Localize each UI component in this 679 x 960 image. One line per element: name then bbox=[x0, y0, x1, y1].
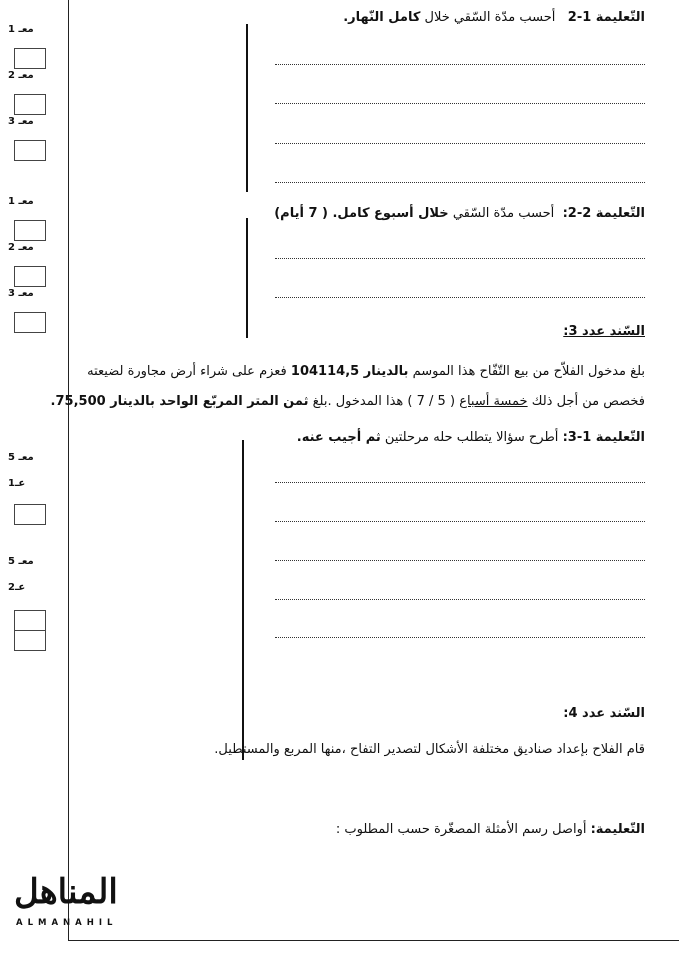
paragraph-text: بلغ مدخول الفلاّح من بيع التّفّاح هذا الموسم bbox=[412, 364, 645, 379]
task-4-instruction bbox=[336, 822, 645, 837]
criterion-label: معـ 5 bbox=[8, 556, 34, 567]
answer-area-divider bbox=[246, 24, 248, 192]
sanad-3-paragraph-line-1 bbox=[87, 364, 645, 379]
task-label: التّعليمة 1-3: bbox=[562, 430, 645, 445]
task-text: أحسب مدّة السّقي خلال bbox=[424, 10, 556, 25]
criterion-label: عـ2 bbox=[8, 582, 26, 593]
paragraph-text: فعزم على شراء أرض مجاورة لضيعته bbox=[87, 364, 287, 379]
grade-box[interactable] bbox=[14, 266, 46, 287]
paragraph-text-bold: بالدينار 104114,5 bbox=[290, 364, 409, 379]
task-text: أواصل رسم الأمثلة المصغّرة حسب المطلوب : bbox=[335, 822, 587, 837]
answer-line[interactable] bbox=[275, 482, 645, 483]
paragraph-text: فخصص من أجل ذلك bbox=[531, 394, 645, 409]
task-text: أحسب مدّة السّقي bbox=[452, 206, 555, 221]
sanad-3-paragraph-line-2 bbox=[51, 394, 645, 409]
grade-box[interactable] bbox=[14, 312, 46, 333]
answer-area-divider bbox=[246, 218, 248, 338]
criterion-label: معـ 3 bbox=[8, 116, 34, 127]
answer-line[interactable] bbox=[275, 143, 645, 144]
answer-line[interactable] bbox=[275, 637, 645, 638]
answer-line[interactable] bbox=[275, 521, 645, 522]
answer-line[interactable] bbox=[275, 297, 645, 298]
criterion-label: معـ 1 bbox=[8, 24, 34, 35]
grade-box[interactable] bbox=[14, 610, 46, 631]
grade-box[interactable] bbox=[14, 48, 46, 69]
almanahil-logo bbox=[6, 872, 146, 932]
answer-line[interactable] bbox=[275, 599, 645, 600]
criterion-label: عـ1 bbox=[8, 478, 26, 489]
paragraph-text: ( 5 / 7 ) هذا المدخول .بلغ bbox=[312, 394, 456, 409]
task-label: التّعليمة 1-2 bbox=[567, 10, 645, 25]
logo-arabic: المناهل bbox=[14, 872, 118, 912]
page-left-border bbox=[68, 0, 69, 940]
answer-line[interactable] bbox=[275, 103, 645, 104]
task-2-1-instruction bbox=[343, 10, 645, 25]
answer-line[interactable] bbox=[275, 64, 645, 65]
criterion-label: معـ 3 bbox=[8, 288, 34, 299]
answer-line[interactable] bbox=[275, 182, 645, 183]
task-text-bold: كامل النّهار. bbox=[343, 10, 421, 25]
task-2-2-instruction bbox=[274, 206, 645, 221]
criterion-label: معـ 1 bbox=[8, 196, 34, 207]
criterion-label: معـ 2 bbox=[8, 242, 34, 253]
task-label: التّعليمة: bbox=[590, 822, 645, 837]
sanad-4-text: قام الفلاح بإعداد صناديق مختلفة الأشكال لتصدير التفاح ،منها المربع والمستطيل. bbox=[214, 742, 645, 757]
sanad-4-title: السّند عدد 4: bbox=[563, 706, 645, 721]
grade-box[interactable] bbox=[14, 504, 46, 525]
paragraph-text-bold: ثمن المتر المربّع الواحد بالدينار 75,500. bbox=[50, 394, 309, 409]
sanad-3-title: السّند عدد 3: bbox=[563, 324, 645, 339]
paragraph-text-underlined: خمسة أسباع bbox=[459, 394, 528, 409]
grading-margin bbox=[0, 0, 68, 960]
task-text: أطرح سؤالا يتطلب حله مرحلتين bbox=[384, 430, 559, 445]
grade-box[interactable] bbox=[14, 220, 46, 241]
task-3-1-instruction bbox=[297, 430, 645, 445]
answer-area-divider bbox=[242, 440, 244, 760]
criterion-label: معـ 5 bbox=[8, 452, 34, 463]
answer-line[interactable] bbox=[275, 258, 645, 259]
task-label: التّعليمة 2-2: bbox=[562, 206, 645, 221]
logo-latin: ALMANAHIL bbox=[16, 918, 118, 928]
grade-box[interactable] bbox=[14, 630, 46, 651]
grade-box[interactable] bbox=[14, 140, 46, 161]
answer-line[interactable] bbox=[275, 560, 645, 561]
criterion-label: معـ 2 bbox=[8, 70, 34, 81]
page-bottom-border bbox=[68, 940, 679, 941]
task-text-bold: ثم أجيب عنه. bbox=[296, 430, 381, 445]
grade-box[interactable] bbox=[14, 94, 46, 115]
task-text-bold: خلال أسبوع كامل. ( 7 أيام) bbox=[274, 206, 449, 221]
